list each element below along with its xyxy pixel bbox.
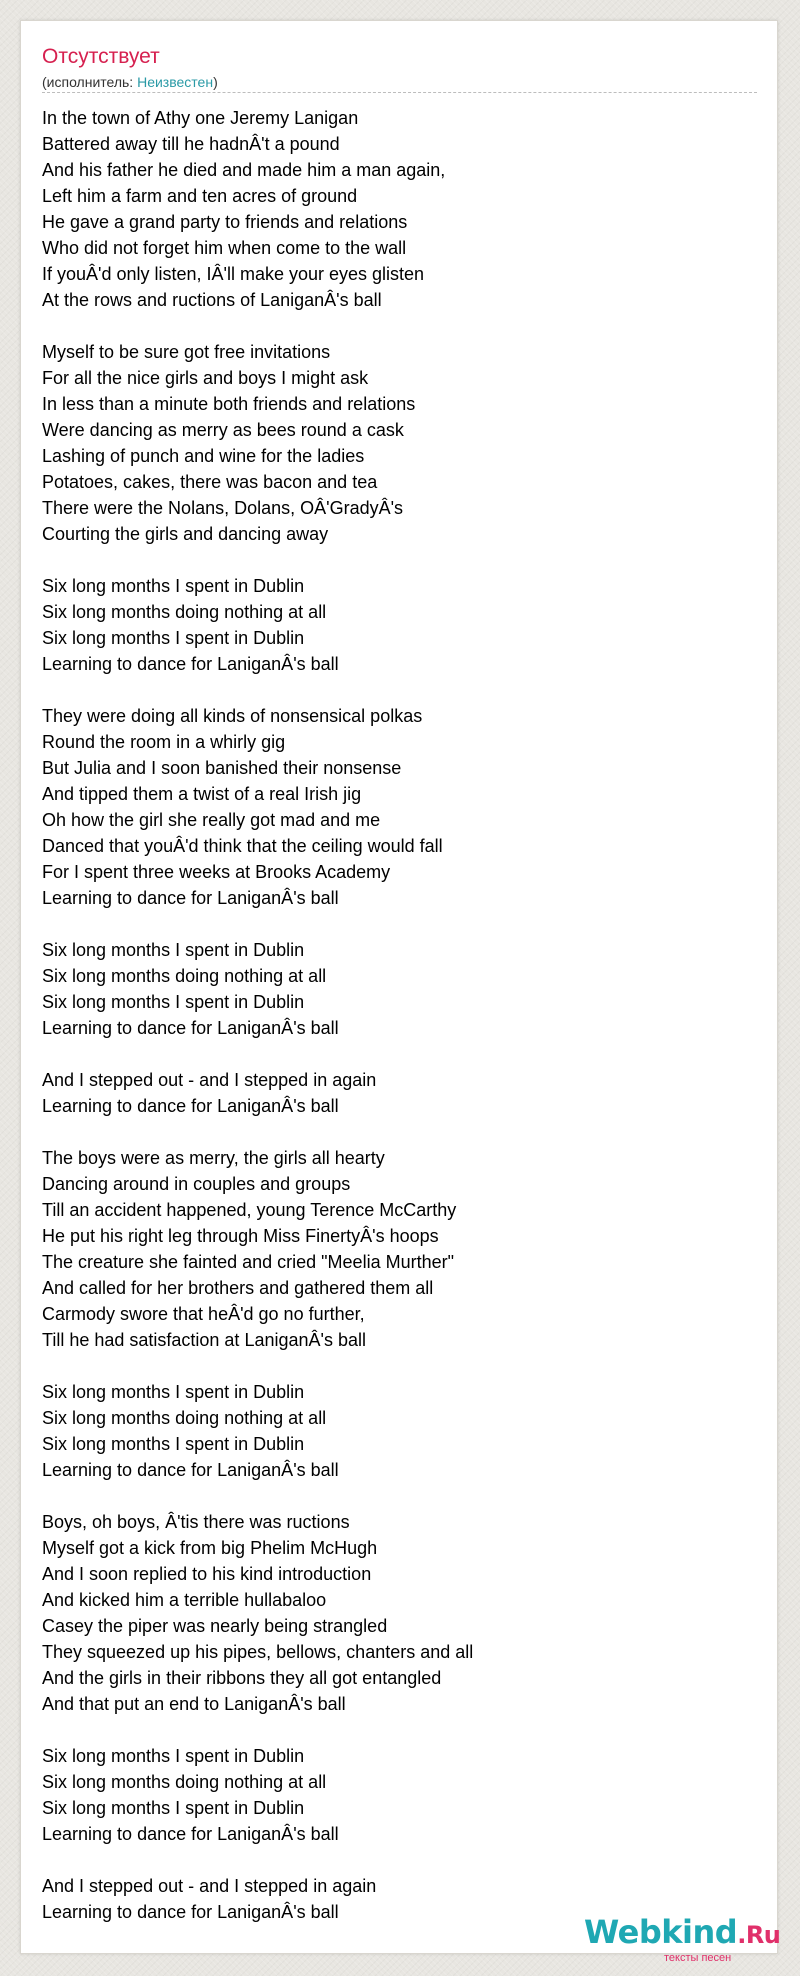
site-logo[interactable]: [584, 1912, 781, 1968]
lyrics-stanza: [42, 339, 757, 547]
artist-suffix: ): [213, 74, 218, 90]
lyrics-line: Myself got a kick from big Phelim McHugh: [42, 1538, 378, 1558]
lyrics-line: Learning to dance for LaniganÂ's ball: [42, 1096, 339, 1116]
lyrics-line: Six long months I spent in Dublin: [42, 576, 305, 596]
lyrics-line: Courting the girls and dancing away: [42, 524, 329, 544]
lyrics-stanza: [42, 1067, 757, 1119]
lyrics-line: In less than a minute both friends and relations: [42, 394, 416, 414]
lyrics-line: Learning to dance for LaniganÂ's ball: [42, 1824, 339, 1844]
artist-link[interactable]: Неизвестен: [137, 74, 214, 90]
lyrics-line: Six long months I spent in Dublin: [42, 940, 305, 960]
lyrics-stanza: [42, 573, 757, 677]
logo-name: Webkind: [584, 1913, 738, 1951]
lyrics-stanza: [42, 1509, 757, 1717]
lyrics-line: And that put an end to LaniganÂ's ball: [42, 1694, 346, 1714]
lyrics-line: And I stepped out - and I stepped in again: [42, 1070, 377, 1090]
lyrics-line: Learning to dance for LaniganÂ's ball: [42, 1018, 339, 1038]
lyrics-line: At the rows and ructions of LaniganÂ's ball: [42, 290, 382, 310]
lyrics-line: And tipped them a twist of a real Irish jig: [42, 784, 362, 804]
lyrics-card: [20, 20, 781, 1964]
lyrics-line: And I soon replied to his kind introduction: [42, 1564, 372, 1584]
lyrics-line: If youÂ'd only listen, IÂ'll make your eyes glisten: [42, 264, 425, 284]
lyrics-line: Lashing of punch and wine for the ladies: [42, 446, 365, 466]
lyrics-stanza: [42, 937, 757, 1041]
lyrics-line: Casey the piper was nearly being strangled: [42, 1616, 388, 1636]
lyrics-line: Danced that youÂ'd think that the ceiling would fall: [42, 836, 443, 856]
lyrics-stanza: [42, 1379, 757, 1483]
lyrics-line: Left him a farm and ten acres of ground: [42, 186, 358, 206]
lyrics-line: Six long months doing nothing at all: [42, 1408, 327, 1428]
lyrics-line: Till an accident happened, young Terence McCarthy: [42, 1200, 457, 1220]
lyrics-line: Learning to dance for LaniganÂ's ball: [42, 654, 339, 674]
lyrics-line: Were dancing as merry as bees round a cask: [42, 420, 404, 440]
lyrics-line: He gave a grand party to friends and relations: [42, 212, 408, 232]
lyrics-text: [42, 105, 757, 1951]
lyrics-line: For all the nice girls and boys I might ask: [42, 368, 369, 388]
logo-tld: .Ru: [737, 1921, 781, 1949]
logo-tagline: тексты песен: [664, 1952, 732, 1964]
lyrics-line: Six long months I spent in Dublin: [42, 992, 305, 1012]
lyrics-stanza: [42, 703, 757, 911]
lyrics-line: The creature she fainted and cried "Meelia Murther": [42, 1252, 454, 1272]
lyrics-line: Learning to dance for LaniganÂ's ball: [42, 1902, 339, 1922]
lyrics-line: Six long months doing nothing at all: [42, 966, 327, 986]
lyrics-line: Myself to be sure got free invitations: [42, 342, 331, 362]
lyrics-line: Who did not forget him when come to the wall: [42, 238, 407, 258]
lyrics-line: Till he had satisfaction at LaniganÂ's ball: [42, 1330, 366, 1350]
song-title: Отсутствует: [42, 45, 160, 68]
lyrics-line: Round the room in a whirly gig: [42, 732, 286, 752]
lyrics-line: And I stepped out - and I stepped in again: [42, 1876, 377, 1896]
lyrics-line: Learning to dance for LaniganÂ's ball: [42, 888, 339, 908]
lyrics-line: He put his right leg through Miss FinertyÂ's hoops: [42, 1226, 439, 1246]
logo-wordmark: [584, 1912, 780, 1955]
lyrics-line: And called for her brothers and gathered them all: [42, 1278, 434, 1298]
lyrics-line: Oh how the girl she really got mad and me: [42, 810, 381, 830]
lyrics-line: There were the Nolans, Dolans, OÂ'GradyÂ's: [42, 498, 404, 518]
lyrics-line: But Julia and I soon banished their nonsense: [42, 758, 402, 778]
lyrics-line: Six long months I spent in Dublin: [42, 1434, 305, 1454]
lyrics-line: Learning to dance for LaniganÂ's ball: [42, 1460, 339, 1480]
lyrics-line: Six long months doing nothing at all: [42, 1772, 327, 1792]
lyrics-line: Carmody swore that heÂ'd go no further,: [42, 1304, 365, 1324]
title-divider: [42, 92, 757, 93]
lyrics-line: The boys were as merry, the girls all hearty: [42, 1148, 385, 1168]
lyrics-line: Six long months doing nothing at all: [42, 602, 327, 622]
lyrics-line: They were doing all kinds of nonsensical polkas: [42, 706, 423, 726]
lyrics-line: For I spent three weeks at Brooks Academy: [42, 862, 391, 882]
lyrics-stanza: [42, 1743, 757, 1847]
artist-prefix: (исполнитель:: [42, 74, 138, 90]
lyrics-line: Six long months I spent in Dublin: [42, 1798, 305, 1818]
lyrics-line: Dancing around in couples and groups: [42, 1174, 351, 1194]
lyrics-line: And the girls in their ribbons they all got entangled: [42, 1668, 442, 1688]
lyrics-stanza: [42, 105, 757, 313]
lyrics-line: Boys, oh boys, Â'tis there was ructions: [42, 1512, 350, 1532]
lyrics-line: Six long months I spent in Dublin: [42, 1382, 305, 1402]
lyrics-line: They squeezed up his pipes, bellows, chanters and all: [42, 1642, 474, 1662]
artist-line: [42, 73, 218, 91]
lyrics-line: Six long months I spent in Dublin: [42, 1746, 305, 1766]
lyrics-stanza: [42, 1145, 757, 1353]
lyrics-line: Potatoes, cakes, there was bacon and tea: [42, 472, 378, 492]
lyrics-line: Battered away till he hadnÂ't a pound: [42, 134, 340, 154]
lyrics-line: And his father he died and made him a man again,: [42, 160, 446, 180]
lyrics-line: In the town of Athy one Jeremy Lanigan: [42, 108, 359, 128]
lyrics-line: And kicked him a terrible hullabaloo: [42, 1590, 327, 1610]
lyrics-line: Six long months I spent in Dublin: [42, 628, 305, 648]
